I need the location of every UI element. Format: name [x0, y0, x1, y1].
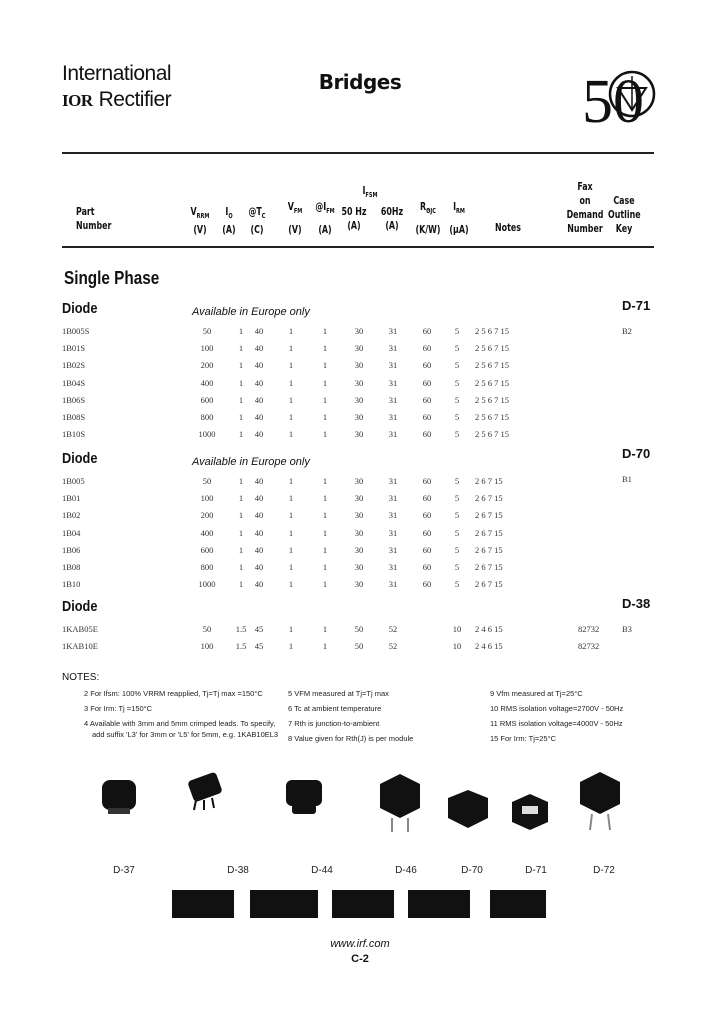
table-cell-tc: 45	[254, 624, 264, 634]
table-cell-irm: 10	[452, 641, 462, 651]
part-number-cell: 1B02	[62, 510, 81, 521]
table-cell-a50: 30	[354, 579, 364, 590]
table-cell-a60: 31	[388, 343, 398, 354]
table-cell-notes: 2 5 6 7 15	[475, 326, 509, 336]
table-cell-rjc: 60	[422, 343, 432, 354]
table-cell-irm: 5	[454, 510, 460, 521]
table-cell-a60: 31	[388, 326, 398, 336]
group-title: Diode	[62, 598, 98, 615]
table-cell-ifm: 1	[322, 544, 328, 555]
group-case-key: B3	[622, 624, 632, 634]
package-thumbnail	[250, 890, 318, 918]
table-cell-irm: 5	[454, 394, 460, 405]
package-label: D-71	[525, 865, 547, 876]
table-cell-io: 1	[238, 527, 244, 538]
table-cell-v: 50	[202, 326, 212, 336]
table-cell-v: 800	[200, 562, 214, 572]
footer-url[interactable]: www.irf.com	[330, 938, 390, 950]
part-number-cell: 1B04S	[62, 377, 86, 388]
table-cell-vfm: 1	[288, 412, 294, 422]
table-cell-io: 1	[238, 510, 244, 521]
table-cell-notes: 2 6 7 15	[475, 544, 503, 555]
table-cell-irm: 5	[454, 493, 460, 504]
table-cell-a50: 30	[354, 326, 364, 336]
page-number: C-2	[351, 953, 369, 965]
table-cell-notes: 2 5 6 7 15	[475, 412, 509, 422]
col-notes: Notes	[495, 221, 521, 234]
table-cell-tc: 40	[254, 562, 264, 572]
table-cell-io: 1	[238, 544, 244, 555]
table-cell-vfm: 1	[288, 641, 294, 651]
table-cell-ifm: 1	[322, 360, 328, 371]
table-cell-rjc: 60	[422, 476, 432, 486]
table-cell-v: 400	[200, 527, 214, 538]
table-cell-irm: 5	[454, 326, 460, 336]
table-cell-vfm: 1	[288, 360, 294, 371]
table-cell-tc: 40	[254, 343, 264, 354]
package-d72-image	[580, 772, 620, 830]
table-cell-a50: 30	[354, 377, 364, 388]
package-d37-image	[102, 780, 136, 814]
table-cell-irm: 5	[454, 412, 460, 422]
table-cell-ifm: 1	[322, 429, 328, 440]
part-number-cell: 1KAB05E	[62, 624, 98, 634]
table-cell-a60: 31	[388, 493, 398, 504]
table-cell-rjc: 60	[422, 360, 432, 371]
table-cell-v: 50	[202, 476, 212, 486]
part-number-cell: 1B04	[62, 527, 81, 538]
group-case-code: D-38	[622, 596, 651, 611]
table-cell-tc: 40	[254, 579, 264, 590]
table-cell-v: 200	[200, 510, 214, 521]
table-cell-a60: 31	[388, 360, 398, 371]
group-case-key: B1	[622, 474, 632, 484]
table-cell-ifm: 1	[322, 476, 328, 486]
table-cell-io: 1	[238, 412, 244, 422]
part-number-cell: 1B06	[62, 544, 81, 555]
table-cell-vfm: 1	[288, 579, 294, 590]
table-cell-notes: 2 6 7 15	[475, 476, 503, 486]
col-rjc: $R_{\Theta JC}$ (K/W)	[415, 200, 441, 237]
table-cell-notes: 2 5 6 7 15	[475, 429, 509, 440]
table-cell-a50: 30	[354, 429, 364, 440]
table-cell-ifm: 1	[322, 326, 328, 336]
part-number-cell: 1B005S	[62, 326, 90, 336]
package-label: D-38	[227, 865, 249, 876]
table-cell-a60: 31	[388, 412, 398, 422]
table-cell-tc: 45	[254, 641, 264, 651]
table-cell-irm: 5	[454, 377, 460, 388]
table-cell-notes: 2 4 6 15	[475, 641, 503, 651]
table-cell-a50: 50	[354, 641, 364, 651]
table-cell-notes: 2 6 7 15	[475, 579, 503, 590]
table-cell-ifm: 1	[322, 412, 328, 422]
table-cell-tc: 40	[254, 412, 264, 422]
package-thumbnail	[490, 890, 546, 918]
table-cell-rjc: 60	[422, 562, 432, 572]
col-ifsm: $I_{FSM}$	[362, 184, 378, 200]
part-number-cell: 1B08S	[62, 412, 86, 422]
table-cell-ifm: 1	[322, 624, 328, 634]
table-cell-io: 1	[238, 343, 244, 354]
col-io: $I_O$ (A)	[222, 205, 236, 237]
table-cell-tc: 40	[254, 429, 264, 440]
package-label: D-46	[395, 865, 417, 876]
part-number-cell: 1B08	[62, 562, 81, 572]
table-cell-v: 1000	[198, 579, 216, 590]
package-d46-image	[380, 774, 420, 832]
table-cell-irm: 5	[454, 562, 460, 572]
table-cell-a60: 31	[388, 510, 398, 521]
header-top-rule	[62, 152, 654, 154]
table-cell-io: 1	[238, 476, 244, 486]
notes-col-3: 9 Vfm measured at Tj=25°C 10 RMS isolation voltage=2700V - 50Hz 11 RMS isolation voltage=4000V - 50Hz 15 For Irm: Tj=25°C	[490, 689, 624, 743]
table-cell-v: 200	[200, 360, 214, 371]
table-cell-notes: 2 5 6 7 15	[475, 343, 509, 354]
table-cell-fax: 82732	[578, 624, 600, 634]
table-cell-v: 100	[200, 493, 214, 504]
table-cell-a60: 31	[388, 527, 398, 538]
notes-title: NOTES:	[62, 672, 100, 683]
table-cell-rjc: 60	[422, 412, 432, 422]
part-number-cell: 1B005	[62, 476, 85, 486]
group-title: Diode	[62, 450, 98, 467]
table-cell-vfm: 1	[288, 624, 294, 634]
table-cell-io: 1.5	[235, 624, 247, 634]
table-cell-vfm: 1	[288, 510, 294, 521]
package-d71-image	[512, 794, 548, 830]
table-cell-a50: 30	[354, 527, 364, 538]
col-50hz: 50 Hz (A)	[341, 205, 367, 232]
table-cell-a50: 30	[354, 493, 364, 504]
table-cell-rjc: 60	[422, 377, 432, 388]
table-cell-v: 100	[200, 641, 214, 651]
table-cell-a60: 31	[388, 544, 398, 555]
table-cell-irm: 5	[454, 476, 460, 486]
package-d38-image	[187, 772, 223, 810]
table-cell-a60: 31	[388, 429, 398, 440]
table-cell-vfm: 1	[288, 343, 294, 354]
table-cell-a60: 31	[388, 579, 398, 590]
group-case-code: D-71	[622, 298, 651, 313]
table-cell-notes: 2 6 7 15	[475, 510, 503, 521]
table-cell-io: 1	[238, 394, 244, 405]
table-cell-irm: 5	[454, 429, 460, 440]
table-cell-vfm: 1	[288, 429, 294, 440]
table-cell-a60: 52	[388, 624, 398, 634]
table-cell-io: 1	[238, 579, 244, 590]
col-tc: $@T_C$ (C)	[248, 205, 266, 237]
package-d70-image	[448, 790, 488, 828]
part-number-cell: 1B10	[62, 579, 81, 590]
table-cell-notes: 2 5 6 7 15	[475, 360, 509, 371]
table-cell-rjc: 60	[422, 579, 432, 590]
part-number-cell: 1B02S	[62, 360, 86, 371]
table-cell-vfm: 1	[288, 493, 294, 504]
table-cell-notes: 2 4 6 15	[475, 624, 503, 634]
table-cell-ifm: 1	[322, 510, 328, 521]
table-cell-rjc: 60	[422, 326, 432, 336]
col-case: Case Outline Key	[608, 194, 641, 235]
table-cell-v: 100	[200, 343, 214, 354]
table-cell-ifm: 1	[322, 527, 328, 538]
table-cell-a60: 31	[388, 394, 398, 405]
table-cell-irm: 5	[454, 360, 460, 371]
table-cell-tc: 40	[254, 394, 264, 405]
table-cell-fax: 82732	[578, 641, 600, 651]
col-vfm: $V_{FM}$ (V)	[287, 200, 303, 237]
table-cell-tc: 40	[254, 493, 264, 504]
package-label: D-44	[311, 865, 333, 876]
page-title: Bridges	[318, 70, 402, 94]
table-cell-a60: 52	[388, 641, 398, 651]
group-availability: Available in Europe only	[192, 306, 310, 318]
group-title: Diode	[62, 300, 98, 317]
package-images	[70, 770, 650, 840]
table-cell-a60: 31	[388, 377, 398, 388]
group-case-key: B2	[622, 326, 632, 336]
package-label: D-37	[113, 865, 135, 876]
table-cell-vfm: 1	[288, 377, 294, 388]
package-thumbnail	[172, 890, 234, 918]
part-number-cell: 1KAB10E	[62, 641, 98, 651]
table-cell-tc: 40	[254, 377, 264, 388]
table-cell-rjc: 60	[422, 527, 432, 538]
table-cell-tc: 40	[254, 544, 264, 555]
table-cell-rjc: 60	[422, 429, 432, 440]
table-cell-a50: 30	[354, 360, 364, 371]
table-cell-ifm: 1	[322, 343, 328, 354]
table-cell-a60: 31	[388, 562, 398, 572]
table-cell-rjc: 60	[422, 510, 432, 521]
table-cell-io: 1	[238, 429, 244, 440]
notes-col-2: 5 VFM measured at Tj=Tj max 6 Tc at ambient temperature 7 Rth is junction-to-ambient 8 Value given for Rth(J) is per module	[288, 689, 414, 743]
table-cell-tc: 40	[254, 527, 264, 538]
brand-rectifier: Rectifier	[98, 88, 172, 111]
package-label: D-72	[593, 865, 615, 876]
table-cell-vfm: 1	[288, 394, 294, 405]
table-cell-notes: 2 5 6 7 15	[475, 394, 509, 405]
col-ifm: $@I_{FM}$ (A)	[315, 200, 335, 237]
package-label: D-70	[461, 865, 483, 876]
table-cell-io: 1	[238, 360, 244, 371]
col-vrrm: $V_{RRM}$ (V)	[190, 205, 210, 237]
table-cell-rjc: 60	[422, 394, 432, 405]
table-cell-vfm: 1	[288, 544, 294, 555]
table-cell-v: 400	[200, 377, 214, 388]
table-cell-vfm: 1	[288, 562, 294, 572]
part-number-cell: 1B10S	[62, 429, 86, 440]
table-cell-v: 50	[202, 624, 212, 634]
table-cell-irm: 5	[454, 544, 460, 555]
table-cell-ifm: 1	[322, 377, 328, 388]
table-cell-a50: 30	[354, 343, 364, 354]
table-cell-vfm: 1	[288, 476, 294, 486]
notes-col-1: 2 For Ifsm: 100% VRRM reapplied, Tj=Tj max =150°C 3 For Irm: Tj =150°C 4 Available with 3mm and 5mm crimped leads. To specify, add suffix 'L3' for 3mm or 'L5' for 5mm, e.g. 1KAB10EL3	[84, 689, 279, 739]
table-cell-tc: 40	[254, 326, 264, 336]
table-cell-notes: 2 5 6 7 15	[475, 377, 509, 388]
table-cell-irm: 5	[454, 527, 460, 538]
table-cell-ifm: 1	[322, 493, 328, 504]
table-cell-io: 1	[238, 493, 244, 504]
table-cell-a50: 30	[354, 562, 364, 572]
table-cell-a50: 50	[354, 624, 364, 634]
table-cell-ifm: 1	[322, 579, 328, 590]
table-cell-notes: 2 6 7 15	[475, 562, 503, 572]
table-cell-ifm: 1	[322, 562, 328, 572]
group-case-code: D-70	[622, 446, 651, 461]
table-cell-a60: 31	[388, 476, 398, 486]
table-cell-v: 1000	[198, 429, 216, 440]
table-cell-a50: 30	[354, 476, 364, 486]
badge-number: 50	[582, 68, 644, 132]
package-thumbnail	[408, 890, 470, 918]
table-cell-a50: 30	[354, 544, 364, 555]
table-cell-a50: 30	[354, 510, 364, 521]
part-number-cell: 1B01S	[62, 343, 86, 354]
table-cell-io: 1	[238, 326, 244, 336]
col-60hz: 60Hz (A)	[380, 205, 404, 232]
table-cell-notes: 2 6 7 15	[475, 527, 503, 538]
table-cell-notes: 2 6 7 15	[475, 493, 503, 504]
table-cell-irm: 5	[454, 579, 460, 590]
table-cell-v: 800	[200, 412, 214, 422]
table-cell-irm: 10	[452, 624, 462, 634]
section-title: Single Phase	[64, 268, 160, 288]
table-cell-vfm: 1	[288, 527, 294, 538]
package-thumbnail	[332, 890, 394, 918]
table-cell-ifm: 1	[322, 394, 328, 405]
header-bottom-rule	[62, 246, 654, 248]
table-cell-a50: 30	[354, 412, 364, 422]
table-cell-irm: 5	[454, 343, 460, 354]
package-d44-image	[286, 780, 322, 814]
table-cell-tc: 40	[254, 510, 264, 521]
table-cell-io: 1	[238, 562, 244, 572]
table-cell-tc: 40	[254, 360, 264, 371]
col-fax: Fax on Demand Number	[566, 180, 604, 235]
table-cell-v: 600	[200, 544, 214, 555]
col-irm: $I_{RM}$ (µA)	[449, 200, 469, 237]
col-part: Part Number	[76, 205, 112, 232]
table-cell-a50: 30	[354, 394, 364, 405]
part-number-cell: 1B06S	[62, 394, 86, 405]
ior-logo-mark: IOR	[62, 91, 93, 110]
table-cell-vfm: 1	[288, 326, 294, 336]
table-cell-ifm: 1	[322, 641, 328, 651]
table-cell-v: 600	[200, 394, 214, 405]
group-availability: Available in Europe only	[192, 456, 310, 468]
brand-line-1: International	[62, 62, 172, 85]
anniversary-badge-icon	[582, 62, 658, 132]
table-cell-rjc: 60	[422, 493, 432, 504]
part-number-cell: 1B01	[62, 493, 81, 504]
table-cell-io: 1	[238, 377, 244, 388]
table-cell-io: 1.5	[235, 641, 247, 651]
table-cell-tc: 40	[254, 476, 264, 486]
table-cell-rjc: 60	[422, 544, 432, 555]
